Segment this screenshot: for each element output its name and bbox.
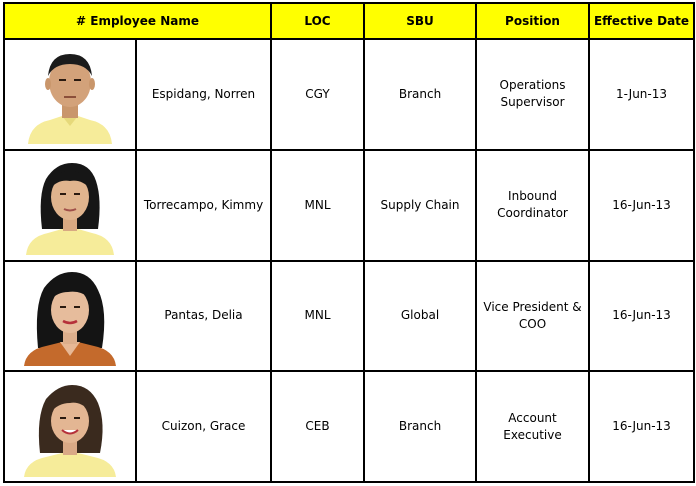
table-row	[4, 150, 694, 261]
employee-loc: CEB	[271, 371, 364, 482]
photo-cell	[4, 371, 136, 482]
employee-loc: CGY	[271, 39, 364, 150]
photo-cell	[4, 39, 136, 150]
employee-roster-table	[3, 2, 695, 483]
header-effective-date: Effective Date	[589, 3, 694, 39]
employee-photo-cuizon	[20, 377, 120, 477]
employee-position: Operations Supervisor	[499, 78, 566, 110]
table-row	[4, 261, 694, 372]
header-position: Position	[476, 3, 589, 39]
employee-effective-date: 16-Jun-13	[589, 261, 694, 372]
employee-name: Pantas, Delia	[136, 261, 271, 372]
table-row	[4, 371, 694, 482]
employee-name: Espidang, Norren	[136, 39, 271, 150]
employee-effective-date: 16-Jun-13	[589, 150, 694, 261]
employee-sbu: Branch	[364, 39, 476, 150]
photo-cell	[4, 150, 136, 261]
employee-effective-date: 1-Jun-13	[589, 39, 694, 150]
employee-sbu: Global	[364, 261, 476, 372]
employee-position-cell	[476, 371, 589, 482]
employee-loc: MNL	[271, 150, 364, 261]
employee-name: Cuizon, Grace	[136, 371, 271, 482]
employee-name: Torrecampo, Kimmy	[136, 150, 271, 261]
employee-sbu: Branch	[364, 371, 476, 482]
employee-position: Inbound Coordinator	[497, 189, 568, 221]
header-row	[4, 3, 694, 39]
employee-position-cell	[476, 150, 589, 261]
table-row	[4, 39, 694, 150]
employee-position-cell	[476, 39, 589, 150]
header-employee-name: # Employee Name	[4, 3, 271, 39]
employee-photo-torrecampo	[20, 155, 120, 255]
employee-position: Account Executive	[503, 410, 562, 442]
employee-loc: MNL	[271, 261, 364, 372]
employee-effective-date: 16-Jun-13	[589, 371, 694, 482]
header-sbu: SBU	[364, 3, 476, 39]
employee-position-cell	[476, 261, 589, 372]
header-loc: LOC	[271, 3, 364, 39]
employee-photo-pantas	[20, 266, 120, 366]
employee-sbu: Supply Chain	[364, 150, 476, 261]
employee-position: Vice President & COO	[483, 299, 582, 331]
employee-photo-espidang	[20, 44, 120, 144]
photo-cell	[4, 261, 136, 372]
